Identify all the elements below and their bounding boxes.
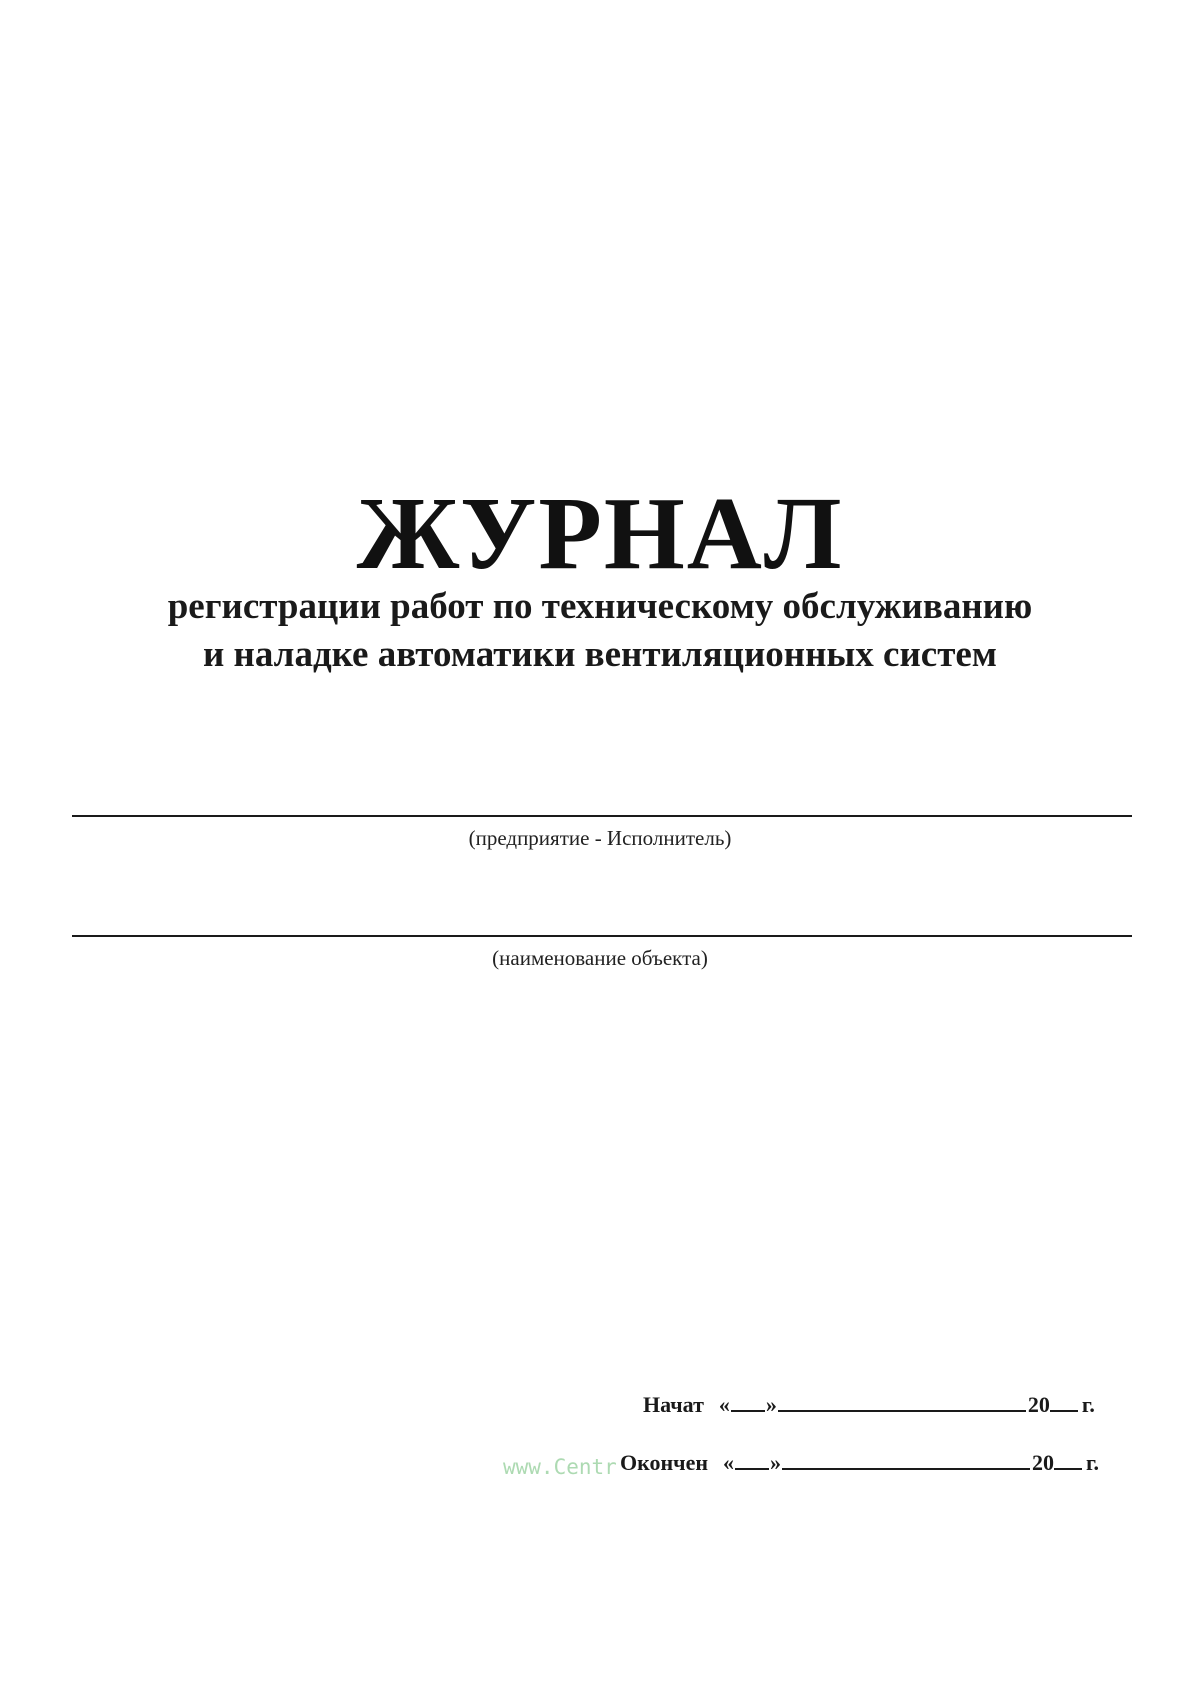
object-fill-line[interactable] — [72, 935, 1132, 937]
end-date-label: Окончен — [620, 1450, 709, 1475]
end-date-row — [620, 1449, 1099, 1477]
enterprise-caption: (предприятие - Исполнитель) — [468, 826, 732, 850]
end-year-suffix: г. — [1086, 1450, 1100, 1475]
end-year-prefix: 20 — [1032, 1450, 1055, 1475]
start-day-blank[interactable] — [731, 1392, 765, 1412]
start-month-blank[interactable] — [778, 1392, 1026, 1412]
object-caption: (наименование объекта) — [492, 946, 708, 970]
start-year-suffix: г. — [1081, 1392, 1095, 1417]
watermark: www.Centr — [503, 1455, 617, 1479]
document-title: ЖУРНАЛ — [356, 476, 844, 591]
quote-open: « — [718, 1392, 730, 1417]
enterprise-fill-line[interactable] — [72, 815, 1132, 817]
end-year-blank[interactable] — [1054, 1450, 1082, 1470]
quote-open: « — [723, 1450, 735, 1475]
quote-close: » — [765, 1392, 777, 1417]
start-date-label: Начат — [643, 1392, 704, 1417]
end-month-blank[interactable] — [782, 1450, 1030, 1470]
start-date-row — [643, 1391, 1095, 1419]
start-year-blank[interactable] — [1050, 1392, 1078, 1412]
quote-close: » — [770, 1450, 782, 1475]
document-subtitle-line2: и наладке автоматики вентиляционных систем — [202, 634, 998, 675]
end-day-blank[interactable] — [735, 1450, 769, 1470]
start-year-prefix: 20 — [1027, 1392, 1050, 1417]
document-subtitle-line1: регистрации работ по техническому обслуживанию — [167, 586, 1033, 627]
